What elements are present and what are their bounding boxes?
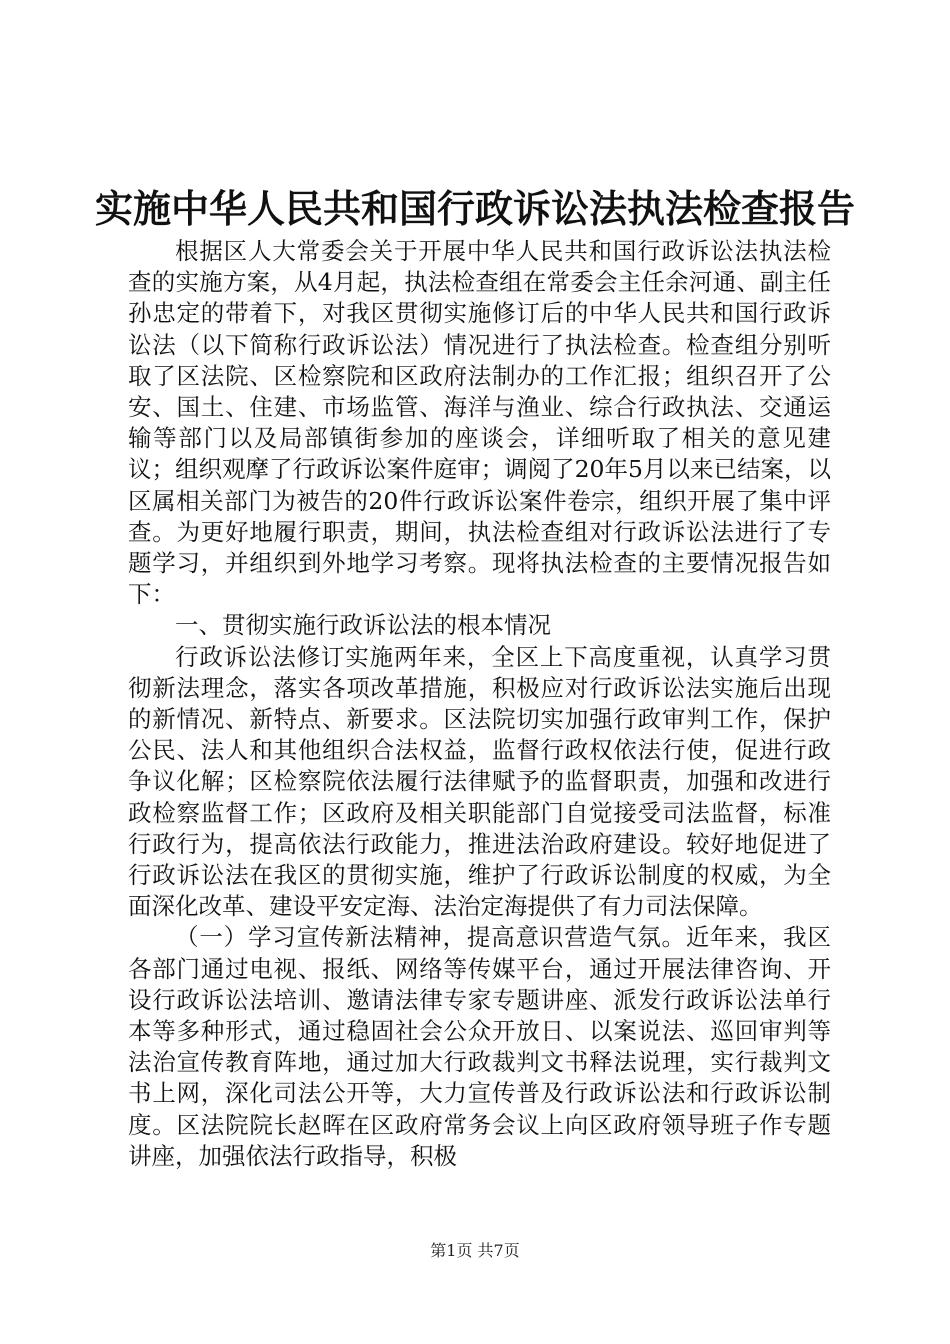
document-title: 实施中华人民共和国行政诉讼法执法检查报告 — [94, 186, 855, 231]
paragraph-intro: 根据区人大常委会关于开展中华人民共和国行政诉讼法执法检查的实施方案，从4月起，执法检查组在常委会主任余河通、副主任孙忠定的带着下，对我区贯彻实施修订后的中华人民共和国行政诉讼法（以下简称行政诉讼法）情况进行了执法检查。检查组分别听取了区法院、区检察院和区政府法制办的工作汇报；组织召开了公安、国土、住建、市场监管、海洋与渔业、综合行政执法、交通运输等部门以及局部镇街参加的座谈会，详细听取了相关的意见建议；组织观摩了行政诉讼案件庭审；调阅了20年5月以来已结案，以区属相关部门为被告的20件行政诉讼案件卷宗，组织开展了集中评查。为更好地履行职责，期间，执法检查组对行政诉讼法进行了专题学习，并组织到外地学习考察。现将执法检查的主要情况报告如下： — [128, 237, 831, 609]
paragraph-overview: 行政诉讼法修订实施两年来，全区上下高度重视，认真学习贯彻新法理念，落实各项改革措施，积极应对行政诉讼法实施后出现的新情况、新特点、新要求。区法院切实加强行政审判工作，保护公民、法人和其他组织合法权益，监督行政权依法行使，促进行政争议化解；区检察院依法履行法律赋予的监督职责，加强和改进行政检察监督工作；区政府及相关职能部门自觉接受司法监督，标准行政行为，提高依法行政能力，推进法治政府建设。较好地促进了行政诉讼法在我区的贯彻实施，维护了行政诉讼制度的权威，为全面深化改革、建设平安定海、法治定海提供了有力司法保障。 — [128, 642, 831, 921]
document-body — [128, 236, 831, 1172]
page-total: 共7页 — [477, 1241, 520, 1260]
paragraph-subsection-1: （一）学习宣传新法精神，提高意识营造气氛。近年来，我区各部门通过电视、报纸、网络等传媒平台，通过开展法律咨询、开设行政诉讼法培训、邀请法律专家专题讲座、派发行政诉讼法单行本等多种形式，通过稳固社会公众开放日、以案说法、巡回审判等法治宣传教育阵地，通过加大行政裁判文书释法说理，实行裁判文书上网，深化司法公开等，大力宣传普及行政诉讼法和行政诉讼制度。区法院院长赵晖在区政府常务会议上向区政府领导班子作专题讲座，加强依法行政指导，积极 — [128, 923, 831, 1170]
page-number: 第1页 — [430, 1241, 473, 1260]
section-heading-1: 一、贯彻实施行政诉讼法的根本情况 — [175, 611, 551, 640]
page-footer — [0, 1240, 950, 1262]
